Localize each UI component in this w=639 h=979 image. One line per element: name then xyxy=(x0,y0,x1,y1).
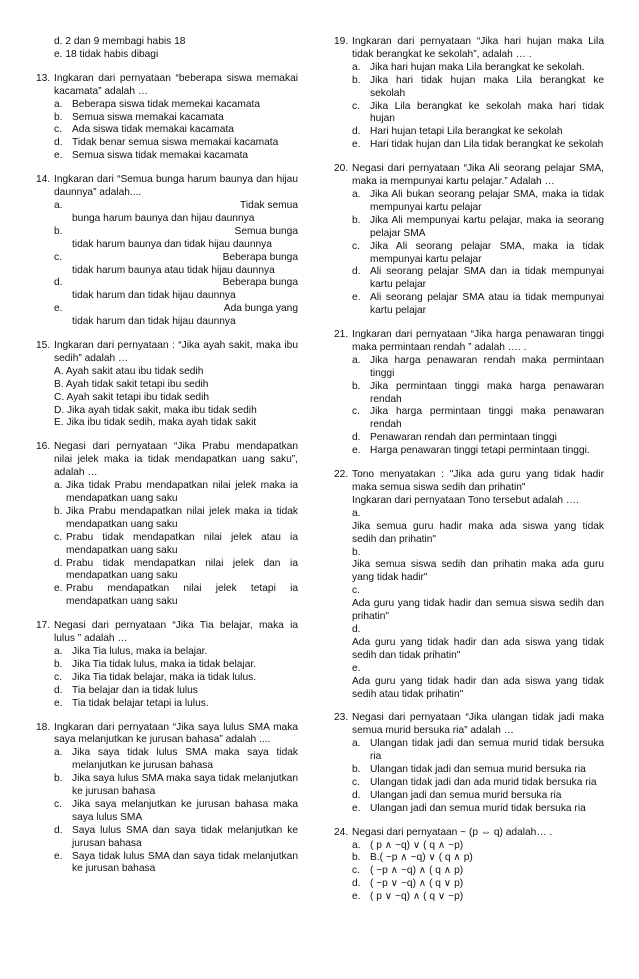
option-e: e. Ada guru yang tidak hadir dan ada siswa yang tidak sedih atau tidak prihatin" xyxy=(352,662,604,700)
option-d: d. Saya lulus SMA dan saya tidak melanjutkan ke jurusan bahasa xyxy=(54,824,298,849)
option-d: d. Tidak benar semua siswa memakai kacamata xyxy=(54,137,279,149)
option-e: e. 18 tidak habis dibagi xyxy=(54,48,159,60)
question-stem-2: Ingkaran dari pernyataan Tono tersebut adalah …. xyxy=(352,494,579,506)
option-d: d. ( ~p ∨ ~q) ∧ ( q ∨ p) xyxy=(352,878,464,890)
question-23 xyxy=(334,712,604,815)
question-number: 14. xyxy=(36,174,51,186)
question-stem: Negasi dari pernyataan “Jika Prabu mendapatkan nilai jelek maka ia tidak mendapatkan uang saku”, adalah … xyxy=(54,441,298,479)
option-b: b. Jika hari tidak hujan maka Lila berangkat ke sekolah xyxy=(352,74,604,99)
question-stem: Negasi dari pernyataan “Jika Tia belajar, maka ia lulus ” adalah … xyxy=(54,620,298,645)
option-c: c. Jika Lila berangkat ke sekolah maka hari tidak hujan xyxy=(352,100,604,125)
option-a: a. Jika hari hujan maka Lila berangkat ke sekolah. xyxy=(352,61,585,73)
question-stem: Ingkaran dari pernyataan : “Jika ayah sakit, maka ibu sedih” adalah … xyxy=(54,340,298,364)
option-e: e. Ali seorang pelajar SMA atau ia tidak mempunyai kartu pelajar xyxy=(352,292,604,317)
question-stem: Ingkaran dari pernyataan “Jika saya lulus SMA maka saya melanjutkan ke jurusan bahasa” adalah .... xyxy=(54,721,298,746)
option-c: c. Jika Tia tidak belajar, maka ia tidak lulus. xyxy=(54,671,257,683)
option-e: E. Jika ibu tidak sedih, maka ayah tidak sakit xyxy=(54,417,257,429)
question-number: 13. xyxy=(36,72,51,84)
option-a: a. Ulangan tidak jadi dan semua murid tidak bersuka ria xyxy=(352,738,604,763)
question-stem: Ingkaran dari pernyataan “Jika harga penawaran tinggi maka permintaan rendah ” adalah …. . xyxy=(352,329,604,353)
option-c: c. ( ~p ∧ ~q) ∧ ( q ∧ p) xyxy=(352,865,464,877)
option-a: a. Beberapa siswa tidak memekai kacamata xyxy=(54,98,260,110)
question-number: 15. xyxy=(36,340,51,352)
option-d: d. Tia belajar dan ia tidak lulus xyxy=(54,684,198,696)
question-number: 17. xyxy=(36,620,51,632)
option-c: C. Ayah sakit tetapi ibu tidak sedih xyxy=(54,391,209,403)
option-a: a. Jika semua guru hadir maka ada siswa yang tidak sedih dan prihatin" xyxy=(352,507,604,545)
question-14 xyxy=(36,174,298,329)
option-b: b. Ulangan tidak jadi dan semua murid bersuka ria xyxy=(352,764,586,776)
question-19 xyxy=(334,36,604,152)
option-a: a. Jika Ali bukan seorang pelajar SMA, maka ia tidak mempunyai kartu pelajar xyxy=(352,188,604,213)
option-a: a. ( p ∧ ~q) ∨ ( q ∧ ~p) xyxy=(352,839,464,851)
option-b: b. Jika Ali mempunyai kartu pelajar, maka ia seorang pelajar SMA xyxy=(352,214,604,239)
question-number: 20. xyxy=(334,163,349,175)
option-b: b. Semua siswa memakai kacamata xyxy=(54,111,224,123)
question-16 xyxy=(36,441,298,609)
option-b: b. Jika semua siswa sedih dan prihatin maka ada guru yang tidak hadir" xyxy=(352,546,604,584)
option-a: A. Ayah sakit atau ibu tidak sedih xyxy=(54,365,204,377)
option-d: d. Ulangan jadi dan semua murid bersuka ria xyxy=(352,789,562,801)
question-17 xyxy=(36,620,298,710)
question-number: 24. xyxy=(334,826,349,838)
option-e: e. Saya tidak lulus SMA dan saya tidak melanjutkan ke jurusan bahasa xyxy=(54,850,298,875)
option-d: d. Ali seorang pelajar SMA dan ia tidak mempunyai kartu pelajar xyxy=(352,266,604,291)
option-d: d. Beberapa bunga tidak harum dan tidak hijau daunnya xyxy=(54,277,298,302)
option-e: e. Prabu mendapatkan nilai jelek tetapi ia mendapatkan uang saku xyxy=(54,583,298,608)
option-b: B. Ayah tidak sakit tetapi ibu sedih xyxy=(54,378,209,390)
option-d: d. Ada guru yang tidak hadir dan ada siswa yang tidak sedih dan tidak prihatin" xyxy=(352,623,604,661)
option-c: c. Ulangan tidak jadi dan ada murid tidak bersuka ria xyxy=(352,776,597,788)
option-b: b. Semua bunga tidak harum baunya dan tidak hijau daunnya xyxy=(54,225,298,250)
option-d: d. 2 dan 9 membagi habis 18 xyxy=(54,36,186,47)
option-e: e. ( p ∨ ~q) ∧ ( q ∨ ~p) xyxy=(352,891,464,903)
option-a: a. Jika tidak Prabu mendapatkan nilai jelek maka ia mendapatkan uang saku xyxy=(54,480,298,504)
option-e: e. Ulangan jadi dan semua murid tidak bersuka ria xyxy=(352,802,586,814)
option-d: d. Penawaran rendah dan permintaan tinggi xyxy=(352,432,557,444)
question-number: 18. xyxy=(36,721,51,733)
question-21 xyxy=(334,329,604,458)
option-b: b. B.( ~p ∧ ~q) ∨ ( q ∧ p) xyxy=(352,852,473,864)
option-b: b. Jika Prabu mendapatkan nilai jelek maka ia tidak mendapatkan uang saku xyxy=(54,505,298,530)
left-column xyxy=(36,36,298,876)
option-e: e. Hari tidak hujan dan Lila tidak berangkat ke sekolah xyxy=(352,139,604,151)
question-number: 22. xyxy=(334,469,349,481)
option-e: e. Harga penawaran tinggi tetapi permintaan tinggi. xyxy=(352,445,590,457)
question-22 xyxy=(334,469,604,701)
option-b: b. Jika permintaan tinggi maka harga penawaran rendah xyxy=(352,380,604,405)
question-20 xyxy=(334,163,604,318)
option-b: b. Jika saya lulus SMA maka saya tidak melanjutkan ke jurusan bahasa xyxy=(54,773,298,798)
question-stem: Negasi dari pernyataan ~ (p ⇔ q) adalah… . xyxy=(352,826,553,838)
right-column xyxy=(334,36,604,904)
question-24 xyxy=(334,827,604,904)
question-number: 19. xyxy=(334,36,349,47)
option-e: e. Ada bunga yang tidak harum dan tidak hijau daunnya xyxy=(54,303,298,328)
option-b: b. Jika Tia tidak lulus, maka ia tidak belajar. xyxy=(54,658,257,670)
option-d: d. Prabu tidak mendapatkan nilai jelek dan ia mendapatkan uang saku xyxy=(54,557,298,582)
option-c: c. Jika harga permintaan tinggi maka penawaran rendah xyxy=(352,406,604,431)
option-a: a. Tidak semua bunga harum baunya dan hijau daunnya xyxy=(54,199,298,224)
preface-options xyxy=(36,36,298,62)
option-c: c. Beberapa bunga tidak harum baunya atau tidak hijau daunnya xyxy=(54,251,298,276)
option-c: c. Jika Ali seorang pelajar SMA, maka ia tidak mempunyai kartu pelajar xyxy=(352,240,604,265)
option-e: e. Tia tidak belajar tetapi ia lulus. xyxy=(54,697,209,709)
question-13 xyxy=(36,73,298,163)
option-a: a. Jika saya tidak lulus SMA maka saya tidak melanjutkan ke jurusan bahasa xyxy=(54,747,298,772)
question-stem: Tono menyatakan : "Jika ada guru yang tidak hadir maka semua siswa sedih dan prihatin" xyxy=(352,469,604,493)
question-stem: Ingkaran dari pernyataan “beberapa siswa memakai kacamata” adalah … xyxy=(54,72,298,97)
question-15 xyxy=(36,340,298,430)
option-e: e. Semua siswa tidak memakai kacamata xyxy=(54,150,249,162)
question-number: 21. xyxy=(334,329,349,341)
option-a: a. Jika harga penawaran rendah maka permintaan tinggi xyxy=(352,354,604,379)
option-d: d. Hari hujan tetapi Lila berangkat ke sekolah xyxy=(352,126,563,138)
question-stem: Ingkaran dari “Semua bunga harum baunya dan hijau daunnya” adalah.... xyxy=(54,174,298,199)
question-stem: Ingkaran dari pernyataan “Jika hari hujan maka Lila tidak berangkat ke sekolah”, adalah … . xyxy=(352,36,604,60)
option-a: a. Jika Tia lulus, maka ia belajar. xyxy=(54,645,208,657)
question-18 xyxy=(36,722,298,877)
option-d: D. Jika ayah tidak sakit, maka ibu tidak sedih xyxy=(54,404,257,416)
option-c: c. Prabu tidak mendapatkan nilai jelek atau ia mendapatkan uang saku xyxy=(54,531,298,556)
question-stem: Negasi dari pernyataan “Jika ulangan tidak jadi maka semua murid bersuka ria” adalah … xyxy=(352,712,604,737)
question-number: 16. xyxy=(36,441,51,453)
option-c: c. Ada guru yang tidak hadir dan semua siswa sedih dan prihatin" xyxy=(352,585,604,623)
question-number: 23. xyxy=(334,712,349,724)
option-c: c. Jika saya melanjutkan ke jurusan bahasa maka saya lulus SMA xyxy=(54,798,298,823)
question-stem: Negasi dari pernyataan “Jika Ali seorang pelajar SMA, maka ia mempunyai kartu pelajar.” Adalah … xyxy=(352,163,604,188)
option-c: c. Ada siswa tidak memakai kacamata xyxy=(54,124,234,136)
